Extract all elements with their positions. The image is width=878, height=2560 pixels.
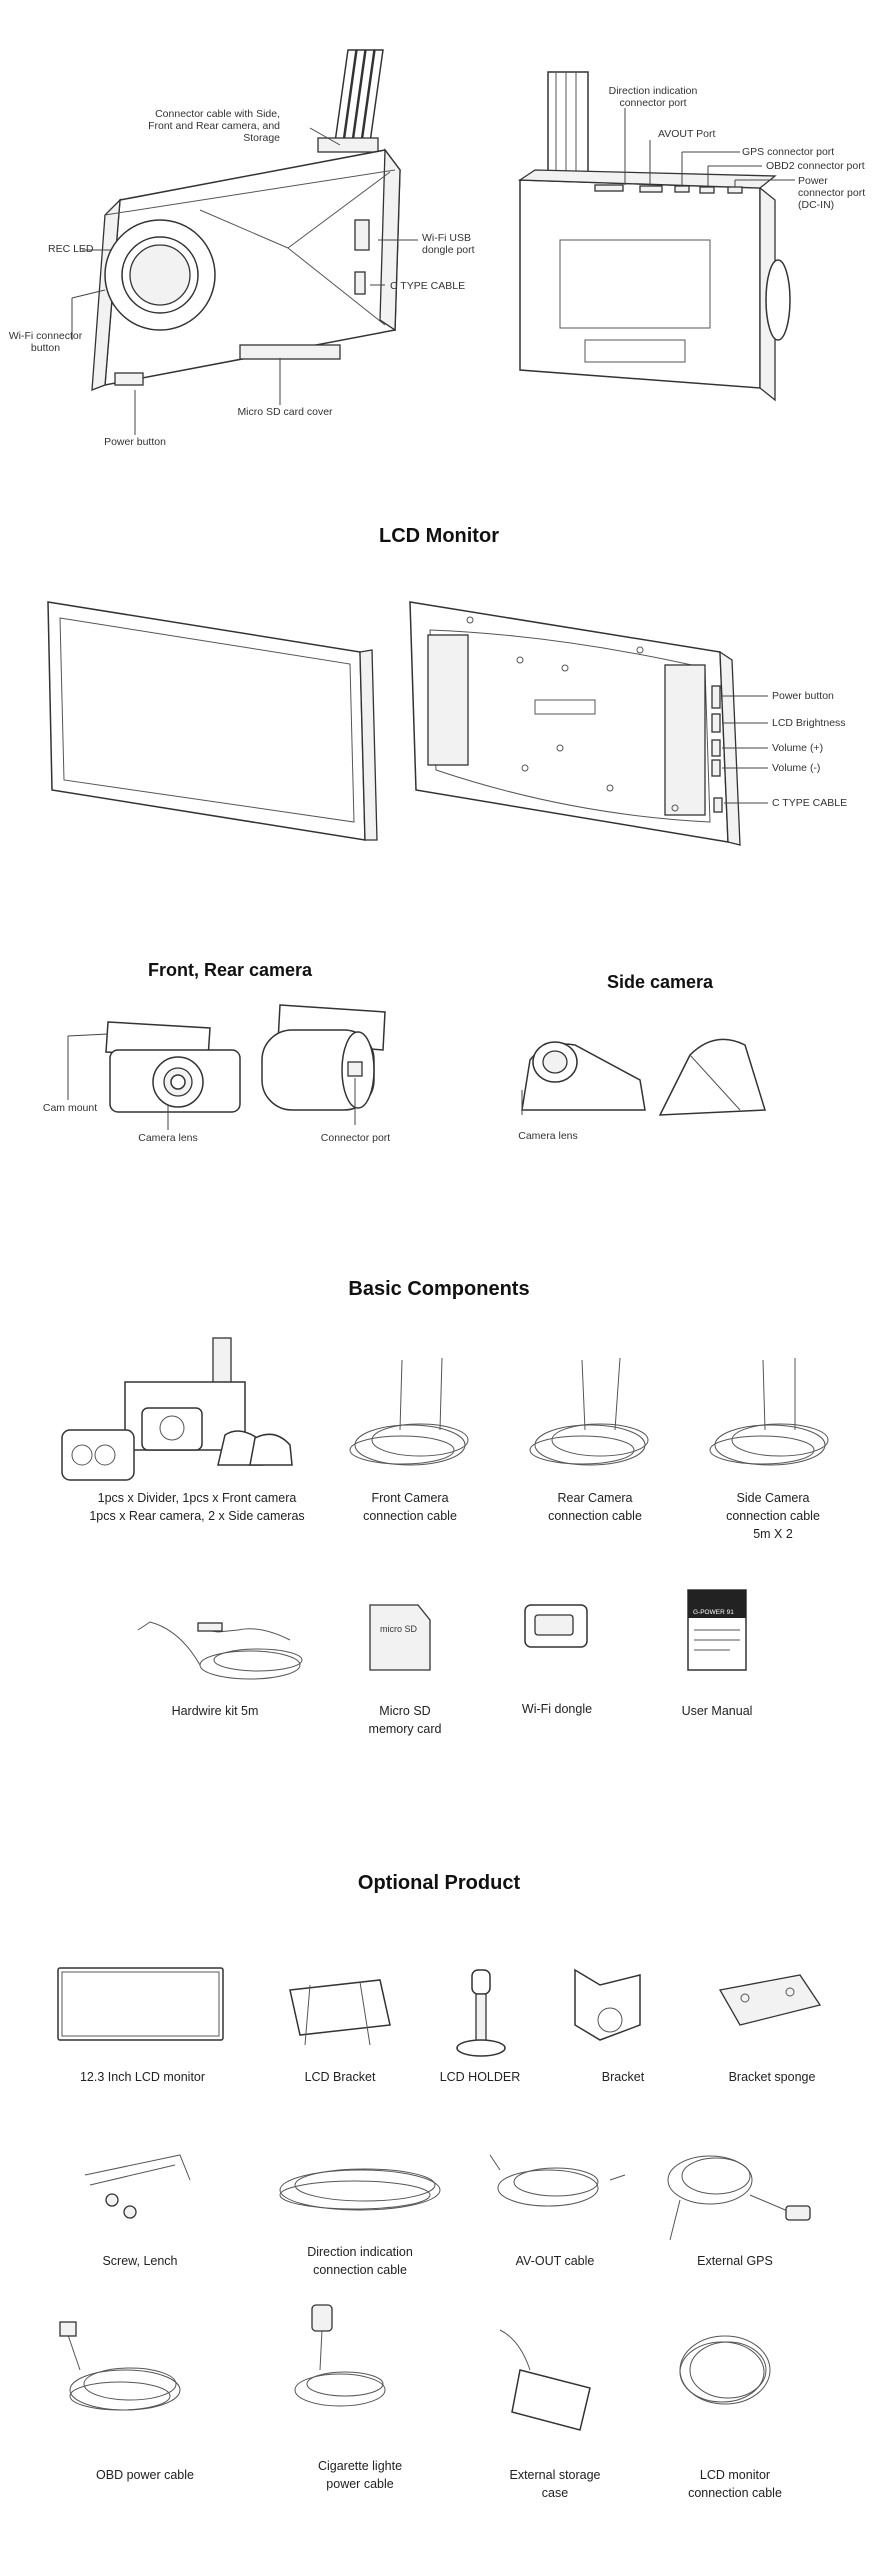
label-power-connector: Power connector port (DC-IN)	[798, 175, 866, 211]
label-power-button: Power button	[104, 436, 166, 448]
label-camera-lens: Camera lens	[138, 1132, 198, 1144]
label-avout-port: AVOUT Port	[658, 128, 716, 140]
optional-item-bracket-sponge: Bracket sponge	[728, 2070, 816, 2084]
manual-title: G-POWER 91	[693, 1609, 734, 1616]
optional-product-title: Optional Product	[357, 1872, 521, 1894]
basic-item-wifi-dongle: Wi-Fi dongle	[521, 1702, 593, 1716]
cameras-illustration	[0, 1000, 878, 1170]
micro-sd-logo: micro SD	[380, 1624, 418, 1634]
label-volume-up: Volume (+)	[772, 742, 824, 754]
basic-item-manual: User Manual	[681, 1704, 753, 1718]
optional-item-lcd-monitor: 12.3 Inch LCD monitor	[79, 2070, 206, 2084]
optional-item-storage-case: External storage case	[509, 2468, 601, 2500]
optional-item-external-gps: External GPS	[697, 2254, 773, 2268]
optional-item-cigarette-cable: Cigarette lighte power cable	[317, 2459, 403, 2491]
label-lcd-brightness: LCD Brightness	[772, 717, 846, 729]
label-rec-led: REC LED	[48, 243, 94, 255]
label-direction-port: Direction indication connector port	[608, 85, 698, 109]
optional-item-screw-lench: Screw, Lench	[102, 2254, 178, 2268]
basic-item-front-cable: Front Camera connection cable	[363, 1491, 457, 1523]
label-gps-port: GPS connector port	[742, 146, 835, 158]
label-lcd-ctype: C TYPE CABLE	[772, 797, 848, 809]
optional-item-lcd-holder: LCD HOLDER	[439, 2070, 521, 2084]
label-cam-mount: Cam mount	[42, 1102, 98, 1114]
optional-item-obd-cable: OBD power cable	[96, 2468, 194, 2482]
optional-item-bracket: Bracket	[601, 2070, 645, 2084]
label-wifi-button: Wi-Fi connector button	[8, 330, 83, 354]
optional-item-direction-cable: Direction indication connection cable	[307, 2245, 413, 2277]
label-volume-down: Volume (-)	[772, 762, 821, 774]
label-micro-sd-cover: Micro SD card cover	[237, 406, 333, 418]
label-side-camera-lens: Camera lens	[518, 1130, 578, 1142]
label-wifi-usb-port: Wi-Fi USB dongle port	[422, 232, 475, 256]
label-ctype-cable-divider: C TYPE CABLE	[390, 280, 466, 292]
basic-item-microsd: Micro SD memory card	[368, 1704, 442, 1736]
label-lcd-power: Power button	[772, 690, 834, 702]
optional-item-avout-cable: AV-OUT cable	[515, 2254, 595, 2268]
side-camera-title: Side camera	[606, 972, 714, 992]
front-rear-camera-title: Front, Rear camera	[147, 960, 313, 980]
label-connector-cable: Connector cable with Side, Front and Rear camera, and Storage	[148, 108, 280, 144]
basic-item-hardwire: Hardwire kit 5m	[171, 1704, 259, 1718]
optional-item-lcd-cable: LCD monitor connection cable	[688, 2468, 782, 2500]
optional-item-lcd-bracket: LCD Bracket	[304, 2070, 376, 2084]
lcd-monitor-illustration	[0, 590, 878, 850]
optional-products-illustration	[0, 1950, 878, 2510]
lcd-monitor-title: LCD Monitor	[379, 525, 499, 547]
basic-item-rear-cable: Rear Camera connection cable	[548, 1491, 642, 1523]
label-connector-port: Connector port	[320, 1132, 391, 1144]
basic-item-side-cable: Side Camera connection cable 5m X 2	[726, 1491, 820, 1541]
label-obd2-port: OBD2 connector port	[766, 160, 865, 172]
basic-components-title: Basic Components	[348, 1278, 530, 1300]
basic-item-set: 1pcs x Divider, 1pcs x Front camera 1pcs x Rear camera, 2 x Side cameras	[89, 1491, 305, 1523]
